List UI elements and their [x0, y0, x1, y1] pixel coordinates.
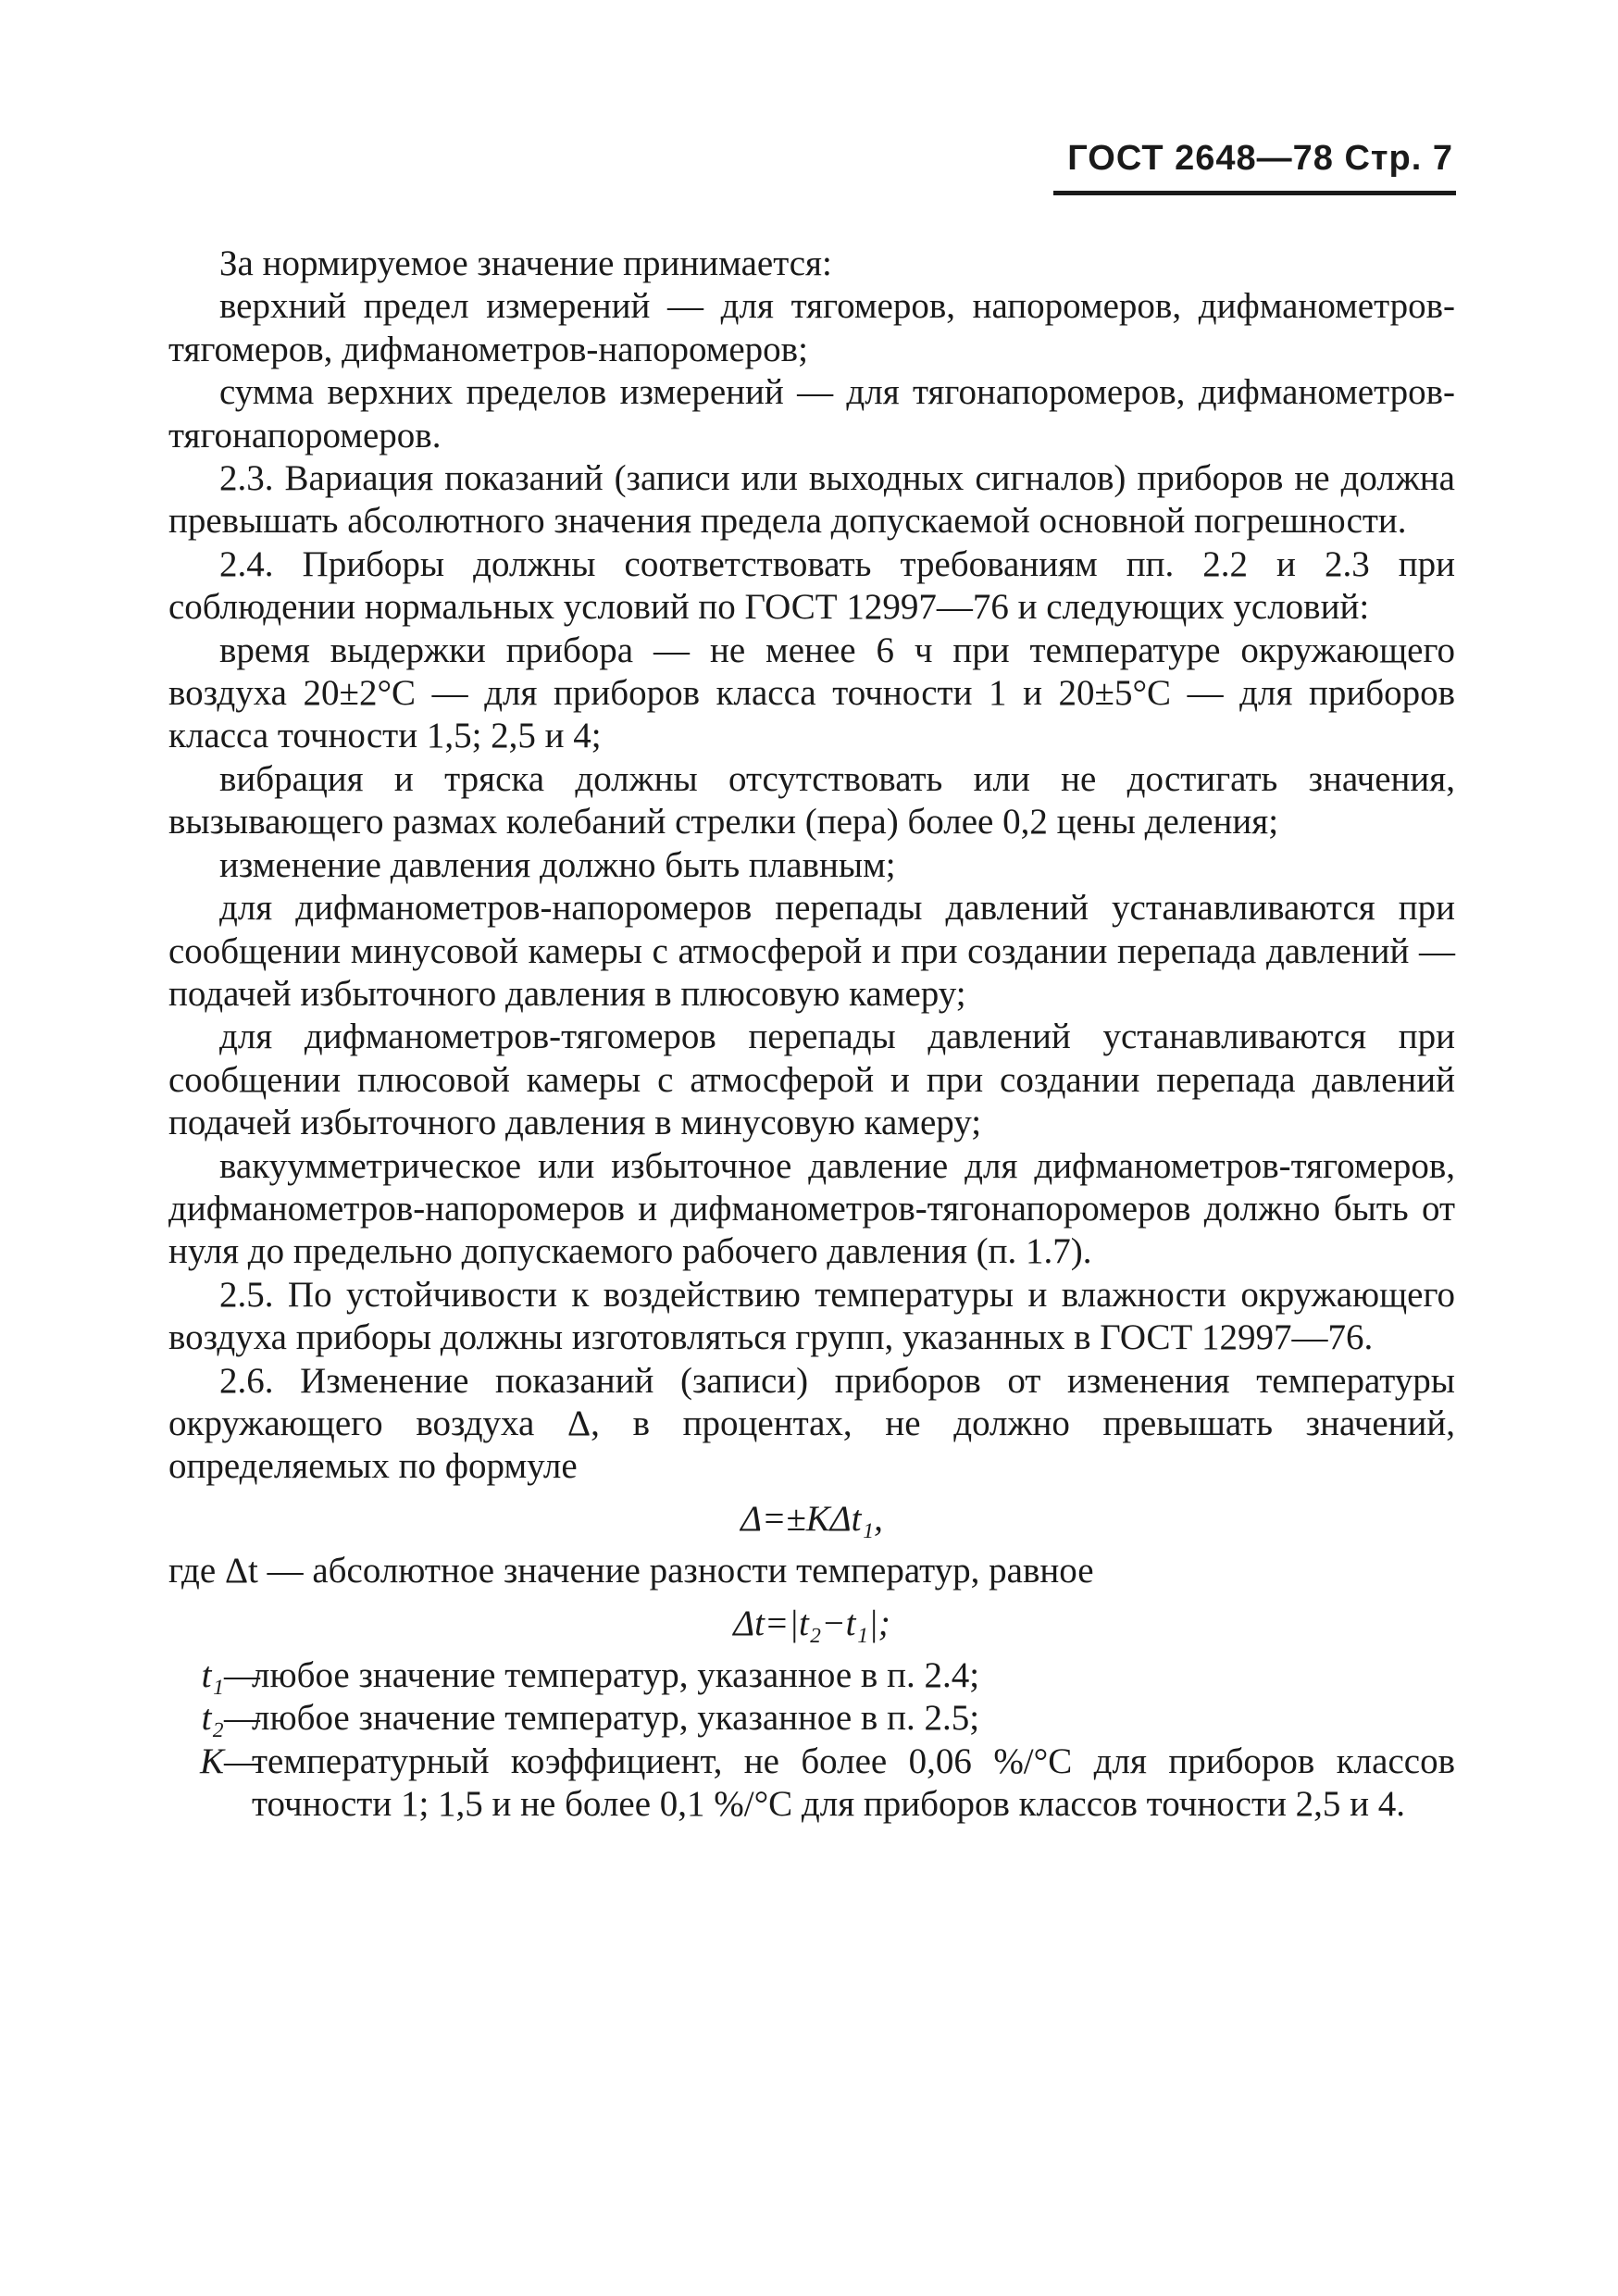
definition-dash: — [224, 1655, 260, 1695]
where-line: где Δt — абсолютное значение разности температур, равное [168, 1551, 1094, 1591]
paragraph: время выдержки прибора — не менее 6 ч при температуре окружающего воздуха 20±2°С — для приборов класса точности 1 и 20±5°С — для приборов класса точности 1,5; 2,5 и 4; [168, 630, 1455, 756]
paragraph: изменение давления должно быть плавным; [219, 844, 896, 885]
definition-symbol: t₁ [201, 1655, 224, 1695]
document-body [168, 243, 1455, 1827]
definitions-list [168, 1654, 1455, 1827]
paragraph: сумма верхних пределов измерений — для тягонапоромеров, дифманометров-тягонапоромеров. [168, 372, 1455, 455]
paragraph: вибрация и тряска должны отсутствовать или не достигать значения, вызывающего размах колебаний стрелки (пера) более 0,2 цены деления; [168, 758, 1455, 842]
formula-delta-t: Δt=|t₂−t₁|; [733, 1603, 890, 1643]
definition-symbol: K [199, 1741, 224, 1781]
page-header: ГОСТ 2648—78 Стр. 7 [1067, 139, 1453, 178]
header-rule [1053, 191, 1456, 195]
paragraph-2-4: 2.4. Приборы должны соответствовать требованиям пп. 2.2 и 2.3 при соблюдении нормальных условий по ГОСТ 12997—76 и следующих условий: [168, 543, 1455, 628]
paragraph: для дифманометров-тягомеров перепады давлений устанавливаются при сообщении плюсовой камеры с атмосферой и при создании перепада давлений подачей избыточного давления в минусовую камеру; [168, 1017, 1455, 1143]
formula-delta: Δ=±KΔt₁, [741, 1498, 883, 1539]
definition-text: любое значение температур, указанное в п. 2.4; [252, 1655, 980, 1695]
definition-dash: — [224, 1698, 260, 1739]
paragraph: верхний предел измерений — для тягомеров, напоромеров, дифманометров-тягомеров, дифманометров-напоромеров; [168, 286, 1455, 369]
paragraph-2-3: 2.3. Вариация показаний (записи или выходных сигналов) приборов не должна превышать абсолютного значения предела допускаемой основной погрешности. [168, 458, 1455, 542]
definition-text: температурный коэффициент, не более 0,06 %/°С для приборов классов точности 1; 1,5 и не более 0,1 %/°С для приборов классов точности 2,5 и 4. [252, 1741, 1455, 1825]
paragraph-2-6: 2.6. Изменение показаний (записи) приборов от изменения температуры окружающего воздуха Δ, в процентах, не должно превышать значений, определяемых по формуле [168, 1360, 1455, 1487]
paragraph: для дифманометров-напоромеров перепады давлений устанавливаются при сообщении минусовой камеры с атмосферой и при создании перепада давлений — подачей избыточного давления в плюсовую камеру; [168, 888, 1455, 1014]
paragraph-2-5: 2.5. По устойчивости к воздействию температуры и влажности окружающего воздуха приборы должны изготовляться групп, указанных в ГОСТ 12997—76. [168, 1274, 1455, 1358]
definition-dash: — [224, 1741, 260, 1781]
definition-text: любое значение температур, указанное в п. 2.5; [252, 1698, 980, 1739]
paragraph: вакуумметрическое или избыточное давление для дифманометров-тягомеров, дифманометров-напоромеров и дифманометров-тягонапоромеров должно быть от нуля до предельно допускаемого рабочего давления (п. 1.7). [168, 1145, 1455, 1272]
definition-symbol: t₂ [201, 1698, 224, 1739]
paragraph: За нормируемое значение принимается: [219, 243, 832, 283]
